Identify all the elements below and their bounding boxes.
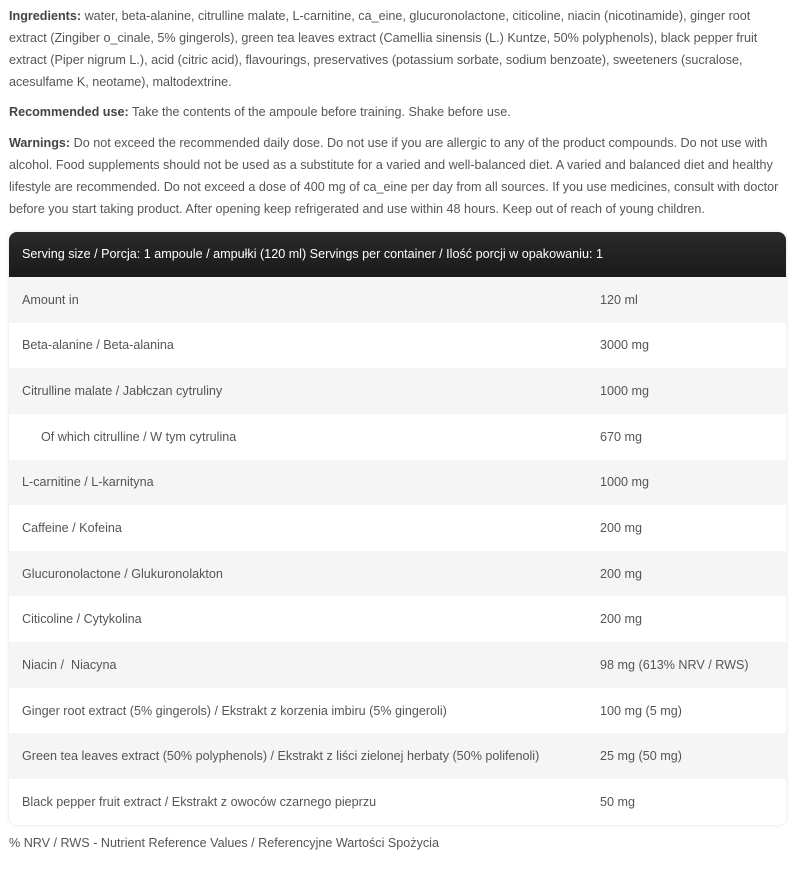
table-header: Serving size / Porcja: 1 ampoule / ampułki (120 ml) Servings per container / Ilość porcji w opakowaniu: 1 [9, 232, 786, 277]
row-value: 200 mg [600, 612, 643, 627]
table-row [9, 551, 786, 597]
product-description [9, 5, 787, 220]
row-name: L-carnitine / L-karnityna [22, 475, 154, 490]
ingredients-text: water, beta-alanine, citrulline malate, L-carnitine, ca_eine, glucuronolactone, citicoline, niacin (nicotinamide), ginger root extract (Zingiber o_cinale, 5% gingerols), green tea leaves extract (Camellia sinensis (L.) Kuntze, 50% polyphenols), black pepper fruit extract (Piper nigrum L.), acid (citric acid), flavourings, preservatives (potassium sorbate, sodium benzoate), sweeteners (sucralose, acesulfame K, neotame), maltodextrine. [9, 9, 758, 89]
table-row [9, 505, 786, 551]
row-value: 98 mg (613% NRV / RWS) [600, 657, 749, 672]
table-row [9, 460, 786, 506]
row-name: Amount in [22, 292, 79, 307]
table-row [9, 642, 786, 688]
table-row [9, 779, 786, 825]
row-value: 120 ml [600, 292, 638, 307]
ingredients-label: Ingredients: [9, 9, 82, 23]
row-value: 670 mg [600, 429, 643, 444]
row-name: Black pepper fruit extract / Ekstrakt z owoców czarnego pieprzu [22, 794, 377, 809]
recommended-use-paragraph [9, 101, 787, 123]
row-name: Citrulline malate / Jabłczan cytruliny [22, 384, 223, 399]
row-name: Niacin / Niacyna [22, 657, 117, 672]
nutrition-table [9, 232, 786, 825]
row-value: 3000 mg [600, 338, 650, 353]
table-row [9, 414, 786, 460]
table-row [9, 368, 786, 414]
row-value: 50 mg [600, 794, 636, 809]
recommended-use-label: Recommended use: [9, 105, 129, 119]
warnings-label: Warnings: [9, 136, 71, 150]
row-name: Citicoline / Cytykolina [22, 612, 142, 627]
row-name: Caffeine / Kofeina [22, 521, 122, 536]
row-value: 200 mg [600, 521, 643, 536]
table-row [9, 277, 786, 323]
table-row [9, 733, 786, 779]
row-name: Of which citrulline / W tym cytrulina [41, 429, 237, 444]
row-value: 200 mg [600, 566, 643, 581]
row-name: Glucuronolactone / Glukuronolakton [22, 566, 223, 581]
row-name: Beta-alanine / Beta-alanina [22, 338, 174, 353]
row-value: 1000 mg [600, 384, 650, 399]
recommended-use-text: Take the contents of the ampoule before training. Shake before use. [128, 105, 511, 119]
row-name: Green tea leaves extract (50% polyphenols) / Ekstrakt z liści zielonej herbaty (50% polifenoli) [22, 749, 540, 764]
footnote: % NRV / RWS - Nutrient Reference Values / Referencyjne Wartości Spożycia [9, 836, 439, 850]
table-row [9, 323, 786, 369]
row-value: 100 mg (5 mg) [600, 703, 682, 718]
row-value: 25 mg (50 mg) [600, 749, 682, 764]
table-row [9, 688, 786, 734]
ingredients-paragraph [9, 5, 787, 93]
row-value: 1000 mg [600, 475, 650, 490]
table-row [9, 596, 786, 642]
warnings-paragraph [9, 132, 787, 220]
warnings-text: Do not exceed the recommended daily dose. Do not use if you are allergic to any of the product compounds. Do not use with alcohol. Food supplements should not be used as a substitute for a varied and well-balanced diet. A varied and balanced diet and healthy lifestyle are recommended. Do not exceed a dose of 400 mg of ca_eine per day from all sources. If you use medicines, consult with doctor before you start taking product. After opening keep refrigerated and use within 48 hours. Keep out of reach of young children. [9, 136, 779, 216]
row-name: Ginger root extract (5% gingerols) / Ekstrakt z korzenia imbiru (5% gingeroli) [22, 703, 447, 718]
table-body [9, 277, 786, 825]
